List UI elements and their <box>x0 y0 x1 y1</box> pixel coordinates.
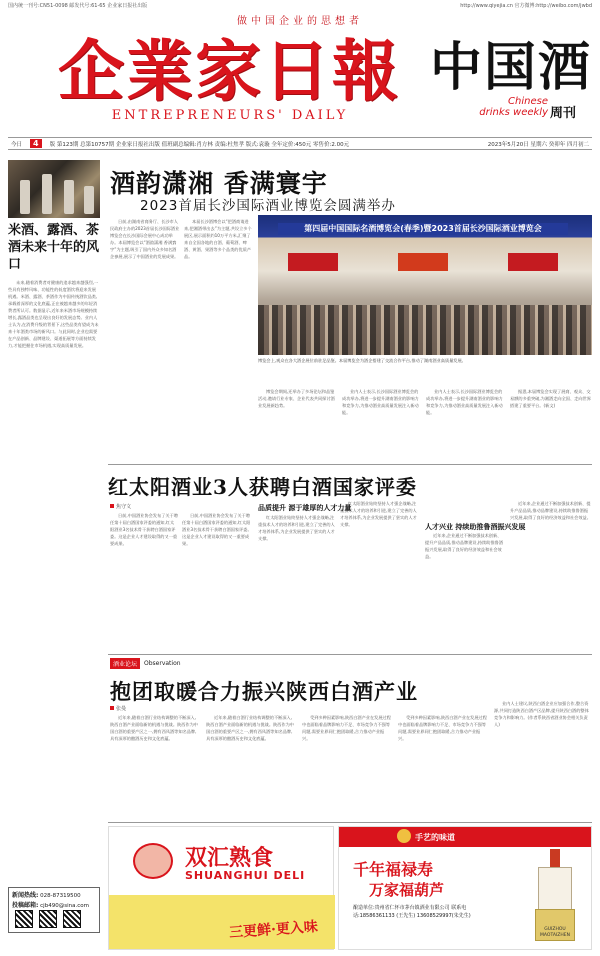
logo-char: 業 <box>126 32 193 110</box>
photo-caption: 博览会上,观众在各大酒企展位前驻足品鉴。本届博览会为酒企搭建了交流合作平台,推动了湖南酒业高质量发展。 <box>258 358 466 363</box>
story2-col-3: 近年来,企业通过不断加强技术创新、提升产品品质,推动品牌建设,持续助推鲁酒振兴发展,取得了良好的经济效益和社会效益。 <box>425 533 504 559</box>
ad-header-band <box>339 827 592 847</box>
section-brand-title: 中国酒 <box>430 37 593 98</box>
story3-col-2: 受到多种因素影响,陕西白酒产业在发展过程中也面临着品牌影响力不足、市场竞争力不强等问题,需要业界同仁抱团取暖,合力推动产业振兴。 <box>302 715 391 741</box>
email-label: 投稿邮箱: <box>12 902 39 909</box>
contact-email: cjb490@sina.com <box>40 903 89 909</box>
left-article-body: 未来,随着消费者对健康的追求越来越强烈,一些具有独特风味、功能性的低度酒饮将迎来发展机遇。米酒、露酒、茶酒作为中国传统酒饮品类,承载着深厚的文化底蕴,正在被越来越多的年轻消费者所认可。数据显示,近年来米酒市场规模持续增长,露酒品类也呈现出良好的发展态势。业内人士认为,在消费升级的背景下,这些品类有望成为未来十年酒类市场的新风口。与此同时,企业也需要在产品创新、品牌建设、渠道拓展等方面持续发力,才能把握住市场机遇,实现高质量发展。 <box>8 280 99 348</box>
story2-col-1: 日前,中国酒业协会发布了关于聘任第十届白酒国家评委的通知,红太阳酒业3名技术骨干获聘白酒国家评委。这是企业人才建设取得的又一重要成果。 <box>110 513 178 546</box>
divider <box>108 822 592 823</box>
expo-banner: 第四届中国国际名酒博览会(春季)暨2023首届长沙国际酒业博览会 <box>278 223 568 235</box>
story3-headline: 抱团取暖合力振兴陕西白酒产业 <box>110 679 418 704</box>
expo-photo <box>258 215 592 355</box>
website-info: http://www.qiyejia.cn 官方微博:http://weibo.com/jwbd <box>460 3 592 9</box>
lead-col-2: 本届长沙酒博会以“把酒商请进来,把湘酒带出去”为主题,共设立多个展区,展示面积约10万平方米,汇聚了来自全国各地的白酒、葡萄酒、啤酒、黄酒、果酒等多个品类的优质产品。 <box>184 219 252 259</box>
shuanghui-slogan: 三更鲜·更入味 <box>228 918 319 942</box>
today-label: 今日 <box>11 141 23 148</box>
liquor-ad <box>338 826 592 950</box>
bottle-label: GUIZHOU MAOTAIZHEN <box>540 927 570 938</box>
story2-subtitle-right: 人才兴业 持续助推鲁酒振兴发展 <box>425 523 526 531</box>
qr-code-icon <box>15 910 33 928</box>
weekly-label: 周刊 <box>550 106 577 121</box>
shuanghui-ad <box>108 826 334 950</box>
divider <box>108 654 592 655</box>
story3-col-1: 近年来,随着白酒行业结构调整的不断深入,陕西白酒产业面临新的机遇与挑战。陕西作为中国白酒的重要产区之一,拥有西凤酒等知名品牌,具有深厚的酿酒历史和文化底蕴。 <box>110 715 198 741</box>
ad-headline-2: 万家福葫芦 <box>369 881 445 899</box>
story2-col-1b: 日前,中国酒业协会发布了关于聘任第十届白酒国家评委的通知,红太阳酒业3名技术骨干获聘白酒国家评委。这是企业人才建设取得的又一重要成果。 <box>182 513 252 546</box>
hotline-number: 028-87319500 <box>40 893 81 899</box>
story3-author: 张曼 <box>110 705 126 712</box>
newspaper-logo <box>58 28 398 114</box>
story2-author: 焦守文 <box>110 503 131 510</box>
left-headline: 米酒、露酒、茶酒未来十年的风口 <box>8 223 100 272</box>
left-column <box>8 160 100 950</box>
story3-col-2b: 受到多种因素影响,陕西白酒产业在发展过程中也面临着品牌影响力不足、市场竞争力不强等问题,需要业界同仁抱团取暖,合力推动产业振兴。 <box>398 715 487 741</box>
logo-char: 報 <box>332 32 398 110</box>
logo-char: 企 <box>58 32 124 110</box>
ad-company: 手艺的味道 <box>415 833 455 842</box>
logo-char: 家 <box>195 32 261 110</box>
forum-tag-english: Observation <box>144 660 181 667</box>
top-meta-line <box>0 0 600 10</box>
lead-subheadline: 2023首届长沙国际酒业博览会圆满举办 <box>140 198 396 214</box>
divider <box>108 464 592 465</box>
page-number: 4 <box>30 139 42 148</box>
story2-col-2: 红太阳酒业始终坚持人才强企战略,注重技术人才的培养和引进,建立了完善的人才培养体系,为企业发展提供了坚实的人才支撑。 <box>258 515 335 541</box>
section-brand-english: Chinese drinks weekly <box>479 96 548 118</box>
pig-logo-icon <box>133 843 173 879</box>
forum-tag <box>110 658 181 669</box>
lead-col-5: 据悉,本届博览会实现了展商、观众、交易额的多重突破,为湘酒走向全国、走向世界搭建了重要平台。(新文) <box>510 389 591 408</box>
registration-info: 国内统一刊号:CN51-0098 邮发代号:61-65 企业家日报社出版 <box>8 3 148 9</box>
shuanghui-brand-cn: 双汇熟食 <box>185 845 274 871</box>
story2-headline: 红太阳酒业3人获聘白酒国家评委 <box>108 475 417 499</box>
ad-contact-info: 酿造单位:贵州省仁怀市茅台镇酒业有限公司 联系电话:18586361133 (王先生) 13608529997(朱先生) <box>353 905 471 919</box>
issue-info-bar <box>8 137 592 150</box>
lead-col-4b: 业内人士表示,长沙国际酒业博览会的成功举办,将进一步提升湖南酒业的影响力和竞争力,为推动酒业高质量发展注入新动能。 <box>426 389 503 415</box>
hotline-label: 新闻热线: <box>12 892 39 899</box>
forum-tag-label: 酒业论坛 <box>110 658 140 669</box>
story3-col-3: 业内人士建议,陕西白酒企业应加强合作,整合资源,共同打造陕西白酒产区品牌,提升陕西白酒的整体竞争力和影响力。(作者系陕西省酒业协会相关负责人) <box>494 701 589 727</box>
lead-headline: 酒韵潇湘 香满寰宇 <box>110 169 328 198</box>
lead-col-4: 业内人士表示,长沙国际酒业博览会的成功举办,将进一步提升湖南酒业的影响力和竞争力,为推动酒业高质量发展注入新动能。 <box>342 389 419 415</box>
issue-details: 版 第123期 总第10757期 企业家日报社出版 值班副总编辑:肖方林 责编:杜焦孝 版式:袁璇 全年定价:450元 零售价:2.00元 <box>49 141 350 148</box>
story2-col-3b: 近年来,企业通过不断加强技术创新、提升产品品质,推动品牌建设,持续助推鲁酒振兴发展,取得了良好的经济效益和社会效益。 <box>510 501 591 520</box>
story2-subtitle-left: 品质提升 源于雄厚的人才力量 <box>258 504 352 512</box>
ad-headline-1: 千年福禄寿 <box>353 860 434 879</box>
shuanghui-brand-en: SHUANGHUI DELI <box>185 869 306 882</box>
liquor-bottles-photo <box>8 160 100 218</box>
logo-char: 日 <box>263 32 330 110</box>
qr-code-icon <box>39 910 57 928</box>
story2-col-2b: 红太阳酒业始终坚持人才强企战略,注重技术人才的培养和引进,建立了完善的人才培养体系,为企业发展提供了坚实的人才支撑。 <box>340 501 417 527</box>
logo-english: ENTREPRENEURS' DAILY <box>111 108 349 123</box>
brand-seal-icon <box>397 829 411 843</box>
masthead-slogan: 做中国企业的思想者 <box>237 16 363 27</box>
qr-code-icon <box>63 910 81 928</box>
lead-col-1: 日前,由湖南省商务厅、长沙市人民政府主办的2023首届长沙国际酒业博览会在长沙国际会展中心成功举办。本届博览会以“酒韵潇湘 香满寰宇”为主题,吸引了国内外众多知名酒企参展,展示了中国酒业的发展成果。 <box>110 219 180 259</box>
story3-col-1b: 近年来,随着白酒行业结构调整的不断深入,陕西白酒产业面临新的机遇与挑战。陕西作为中国白酒的重要产区之一,拥有西凤酒等知名品牌,具有深厚的酿酒历史和文化底蕴。 <box>206 715 294 741</box>
lead-col-3: 博览会期间,还举办了多场论坛和品鉴活动,邀请行业专家、企业代表共同探讨酒业发展新趋势。 <box>258 389 335 408</box>
contact-box <box>8 887 100 933</box>
issue-date: 2023年5月20日 星期六 癸卯年 四月初二 <box>487 141 589 148</box>
